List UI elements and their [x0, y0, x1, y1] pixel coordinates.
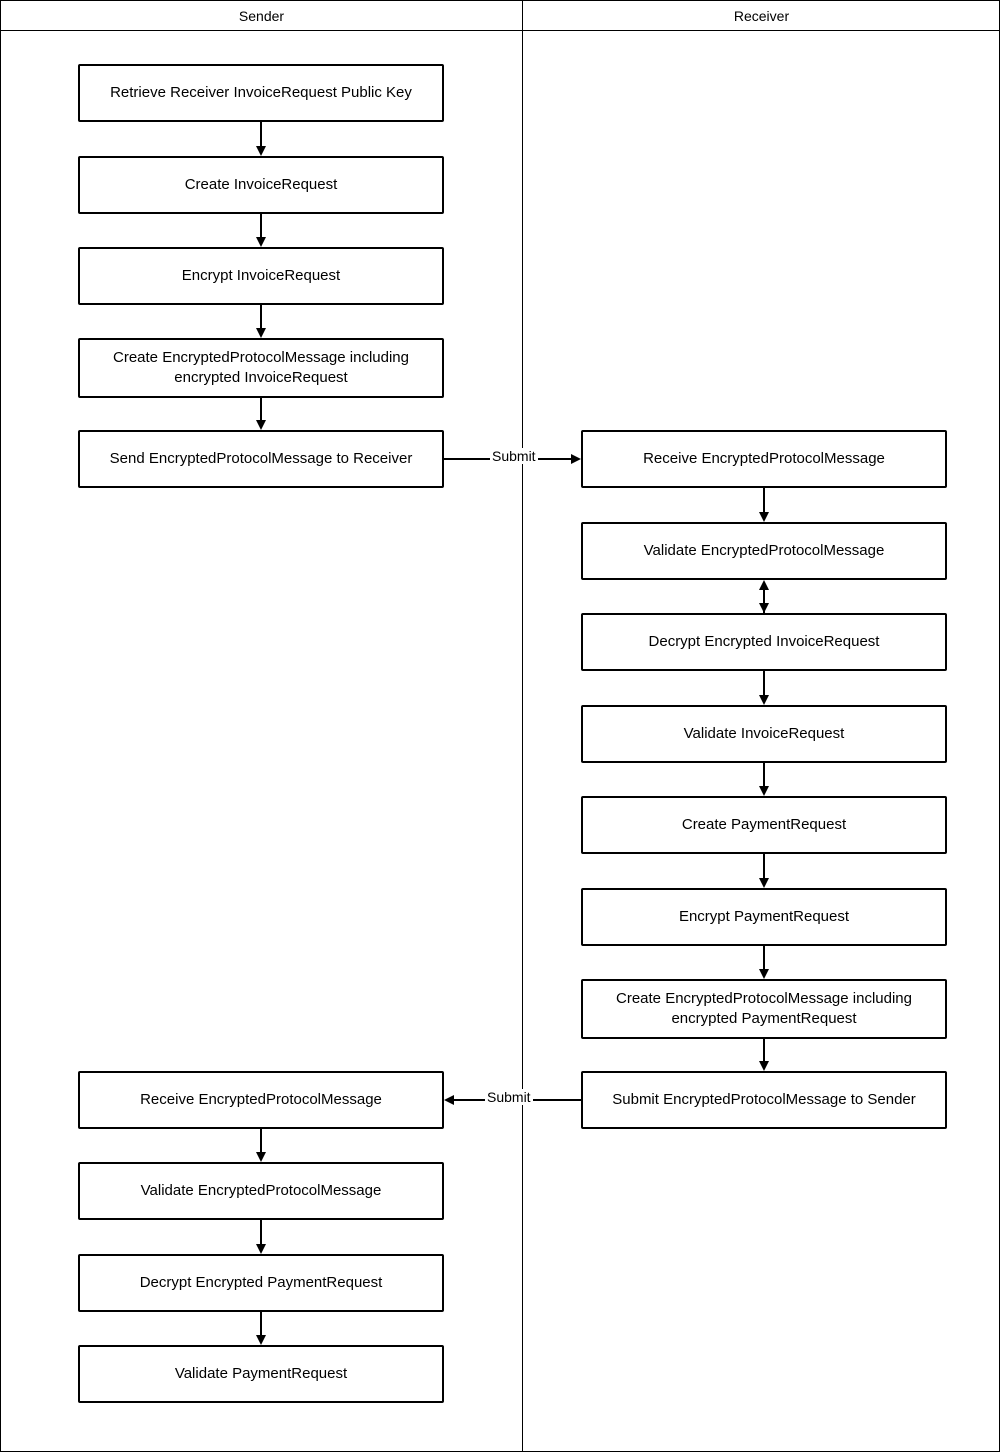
- lane-header-receiver: Receiver: [523, 1, 1000, 31]
- node-create-encryptedprotocolmessage-invoicerequest[interactable]: Create EncryptedProtocolMessage including encrypted InvoiceRequest: [78, 338, 444, 398]
- node-receive-encryptedprotocolmessage-sender[interactable]: Receive EncryptedProtocolMessage: [78, 1071, 444, 1129]
- lane-header-sender: Sender: [1, 1, 523, 31]
- arrow-s7-to-s8: [253, 1220, 269, 1254]
- arrow-r2-to-r3: [756, 580, 772, 613]
- arrow-s8-to-s9: [253, 1312, 269, 1345]
- arrow-r5-to-r6: [756, 854, 772, 888]
- node-create-encryptedprotocolmessage-paymentrequest[interactable]: Create EncryptedProtocolMessage including encrypted PaymentRequest: [581, 979, 947, 1039]
- arrow-s1-to-s2: [253, 122, 269, 156]
- node-validate-paymentrequest[interactable]: Validate PaymentRequest: [78, 1345, 444, 1403]
- arrow-r6-to-r7: [756, 946, 772, 979]
- node-receive-encryptedprotocolmessage-receiver[interactable]: Receive EncryptedProtocolMessage: [581, 430, 947, 488]
- node-send-encryptedprotocolmessage-to-receiver[interactable]: Send EncryptedProtocolMessage to Receiver: [78, 430, 444, 488]
- node-encrypt-paymentrequest[interactable]: Encrypt PaymentRequest: [581, 888, 947, 946]
- edge-label-submit-to-receiver: Submit: [492, 448, 536, 464]
- lane-divider: [522, 31, 523, 1451]
- node-create-invoicerequest[interactable]: Create InvoiceRequest: [78, 156, 444, 214]
- arrow-s2-to-s3: [253, 214, 269, 247]
- node-encrypt-invoicerequest[interactable]: Encrypt InvoiceRequest: [78, 247, 444, 305]
- node-validate-invoicerequest[interactable]: Validate InvoiceRequest: [581, 705, 947, 763]
- arrow-r4-to-r5: [756, 763, 772, 796]
- arrow-s3-to-s4: [253, 305, 269, 338]
- node-create-paymentrequest[interactable]: Create PaymentRequest: [581, 796, 947, 854]
- arrow-s6-to-s7: [253, 1129, 269, 1162]
- node-submit-encryptedprotocolmessage-to-sender[interactable]: Submit EncryptedProtocolMessage to Sender: [581, 1071, 947, 1129]
- arrow-r7-to-r8: [756, 1039, 772, 1071]
- node-decrypt-encrypted-invoicerequest[interactable]: Decrypt Encrypted InvoiceRequest: [581, 613, 947, 671]
- arrow-r1-to-r2: [756, 488, 772, 522]
- node-validate-encryptedprotocolmessage-receiver[interactable]: Validate EncryptedProtocolMessage: [581, 522, 947, 580]
- node-validate-encryptedprotocolmessage-sender[interactable]: Validate EncryptedProtocolMessage: [78, 1162, 444, 1220]
- edge-label-submit-to-sender: Submit: [487, 1089, 531, 1105]
- arrow-s4-to-s5: [253, 398, 269, 430]
- node-decrypt-encrypted-paymentrequest[interactable]: Decrypt Encrypted PaymentRequest: [78, 1254, 444, 1312]
- node-retrieve-receiver-invoicerequest-public-key[interactable]: Retrieve Receiver InvoiceRequest Public Key: [78, 64, 444, 122]
- arrow-r3-to-r4: [756, 671, 772, 705]
